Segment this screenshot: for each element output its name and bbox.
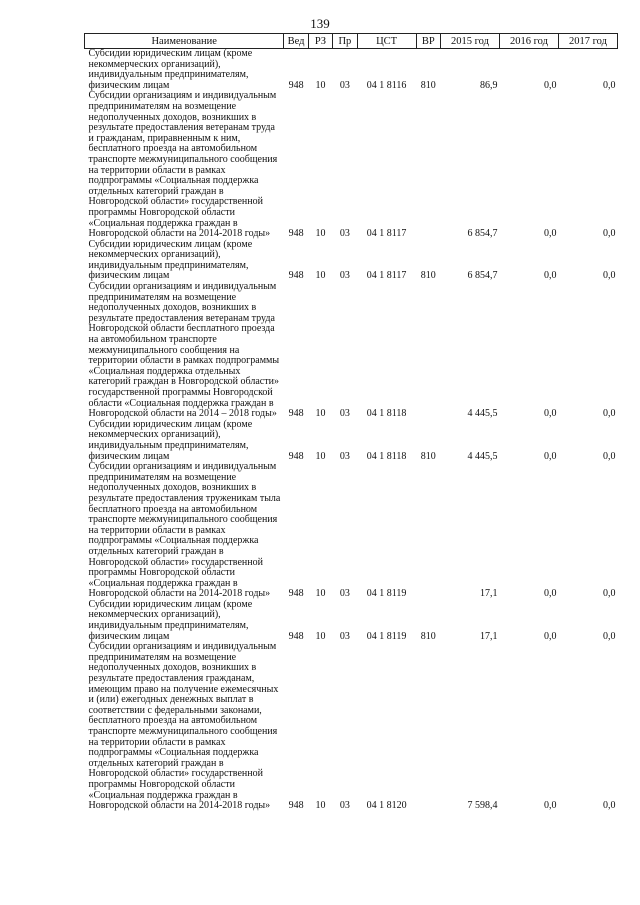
header-2017: 2017 год [558, 34, 617, 49]
row-2017: 0,0 [603, 228, 616, 240]
row-pr: 03 [339, 270, 350, 282]
budget-table [84, 33, 618, 812]
row-2017: 0,0 [603, 270, 616, 282]
row-vr [416, 462, 440, 600]
row-name: Субсидии юридическим лицам (кроме некоммерческих организаций), индивидуальным предпринимателям, физическим лицам [88, 598, 253, 642]
row-vr: 810 [420, 270, 436, 282]
row-rz: 10 [315, 228, 326, 240]
row-cst: 04 1 8117 [366, 270, 407, 282]
row-rz: 10 [315, 800, 326, 812]
row-name: Субсидии юридическим лицам (кроме некоммерческих организаций), индивидуальным предпринимателям, физическим лицам [88, 238, 253, 282]
row-2016: 0,0 [543, 450, 557, 462]
row-2017: 0,0 [603, 588, 616, 600]
row-name: Субсидии организациям и индивидуальным предпринимателям на возмещение недополученных доходов, возникших в результате предоставления гражданам, имеющим право на получение ежемесячных и (или) ежегодных денежных выплат в соответствии с федеральными законами, бесплатного проезда на автомобильном транспорте межмуниципального сообщения на территории области в рамках подпрограммы «Социальная поддержка отдельных категорий граждан в Новгородской области» государственной программы Новгородской области «Социальная поддержка граждан в Новгородской области на 2014-2018 годы» [88, 641, 279, 812]
table-row [85, 600, 618, 642]
header-ved: Вед [284, 34, 308, 49]
table-header-row [85, 34, 618, 49]
row-ved: 948 [288, 630, 304, 642]
header-rz: РЗ [308, 34, 332, 49]
row-cst: 04 1 8117 [366, 228, 407, 240]
header-cst: ЦСТ [357, 34, 416, 49]
row-pr: 03 [339, 630, 350, 642]
row-2015: 17,1 [479, 630, 498, 642]
row-2017: 0,0 [603, 450, 616, 462]
row-name: Субсидии организациям и индивидуальным предпринимателям на возмещение недополученных доходов, возникших в результате предоставления труженикам тыла бесплатного проезда на автомобильном транспорте межмуниципального сообщения на территории области в рамках подпрограммы «Социальная поддержка отдельных категорий граждан в Новгородской области» государственной программы Новгородской области «Социальная поддержка граждан в Новгородской области на 2014-2018 годы» [88, 461, 281, 600]
row-name: Субсидии юридическим лицам (кроме некоммерческих организаций), индивидуальным предпринимателям, физическим лицам [88, 418, 253, 462]
table-row [85, 462, 618, 600]
row-vr [416, 642, 440, 812]
row-2017: 0,0 [603, 630, 616, 642]
row-ved: 948 [288, 588, 304, 600]
table-row [85, 49, 618, 92]
row-ved: 948 [288, 79, 304, 91]
row-ved: 948 [288, 228, 304, 240]
row-vr: 810 [420, 630, 436, 642]
row-2015: 6 854,7 [467, 228, 498, 240]
row-ved: 948 [288, 800, 304, 812]
row-ved: 948 [288, 270, 304, 282]
row-cst: 04 1 8116 [366, 79, 407, 91]
row-vr [416, 282, 440, 420]
row-name: Субсидии организациям и индивидуальным предпринимателям на возмещение недополученных доходов, возникших в результате предоставления ветеранам труда Новгородской области бесплатного проезда на автомобильном транспорте межмуниципального сообщения на территории области в рамках подпрограммы «Социальная поддержка отдельных категорий граждан в Новгородской области» государственной программы Новгородской области «Социальная поддержка граждан в Новгородской области на 2014 – 2018 годы» [88, 281, 280, 420]
table-row [85, 240, 618, 282]
row-cst: 04 1 8119 [366, 630, 407, 642]
row-pr: 03 [339, 228, 350, 240]
row-rz: 10 [315, 450, 326, 462]
row-ved: 948 [288, 408, 304, 420]
row-pr: 03 [339, 79, 350, 91]
row-cst: 04 1 8119 [366, 588, 407, 600]
row-2015: 4 445,5 [467, 408, 498, 420]
row-2015: 6 854,7 [467, 270, 498, 282]
row-pr: 03 [339, 800, 350, 812]
row-name: Субсидии юридическим лицам (кроме некоммерческих организаций), индивидуальным предпринимателям, физическим лицам [88, 48, 253, 91]
row-cst: 04 1 8120 [366, 800, 407, 812]
row-2015: 4 445,5 [467, 450, 498, 462]
row-2016: 0,0 [543, 228, 557, 240]
row-rz: 10 [315, 630, 326, 642]
header-2016: 2016 год [499, 34, 558, 49]
row-vr [416, 91, 440, 239]
row-rz: 10 [315, 408, 326, 420]
header-pr: Пр [333, 34, 357, 49]
row-rz: 10 [315, 270, 326, 282]
row-2016: 0,0 [543, 408, 557, 420]
row-2016: 0,0 [543, 800, 557, 812]
row-cst: 04 1 8118 [366, 450, 407, 462]
row-2017: 0,0 [603, 800, 616, 812]
header-2015: 2015 год [440, 34, 499, 49]
header-vr: ВР [416, 34, 440, 49]
row-rz: 10 [315, 588, 326, 600]
row-ved: 948 [288, 450, 304, 462]
page-number: 139 [310, 16, 330, 31]
row-2015: 86,9 [479, 79, 498, 91]
row-2016: 0,0 [543, 630, 557, 642]
row-pr: 03 [339, 588, 350, 600]
row-vr: 810 [420, 79, 436, 91]
row-pr: 03 [339, 408, 350, 420]
row-pr: 03 [339, 450, 350, 462]
row-2017: 0,0 [603, 79, 616, 91]
row-vr: 810 [420, 450, 436, 462]
table-row [85, 282, 618, 420]
row-2017: 0,0 [603, 408, 616, 420]
header-name: Наименование [85, 34, 284, 49]
table-row [85, 642, 618, 812]
row-rz: 10 [315, 79, 326, 91]
table-row [85, 91, 618, 239]
row-2015: 17,1 [479, 588, 498, 600]
row-name: Субсидии организациям и индивидуальным предпринимателям на возмещение недополученных доходов, возникших в результате предоставления ветеранам труда и гражданам, приравненным к ним, бесплатного проезда на автомобильном транспорте межмуниципального сообщения на территории области в рамках подпрограммы «Социальная поддержка отдельных категорий граждан в Новгородской области» государственной программы Новгородской области «Социальная поддержка граждан в Новгородской области на 2014-2018 годы» [88, 90, 278, 240]
row-2016: 0,0 [543, 270, 557, 282]
table-row [85, 420, 618, 462]
row-2016: 0,0 [543, 588, 557, 600]
row-cst: 04 1 8118 [366, 408, 407, 420]
row-2015: 7 598,4 [467, 800, 498, 812]
row-2016: 0,0 [543, 79, 557, 91]
